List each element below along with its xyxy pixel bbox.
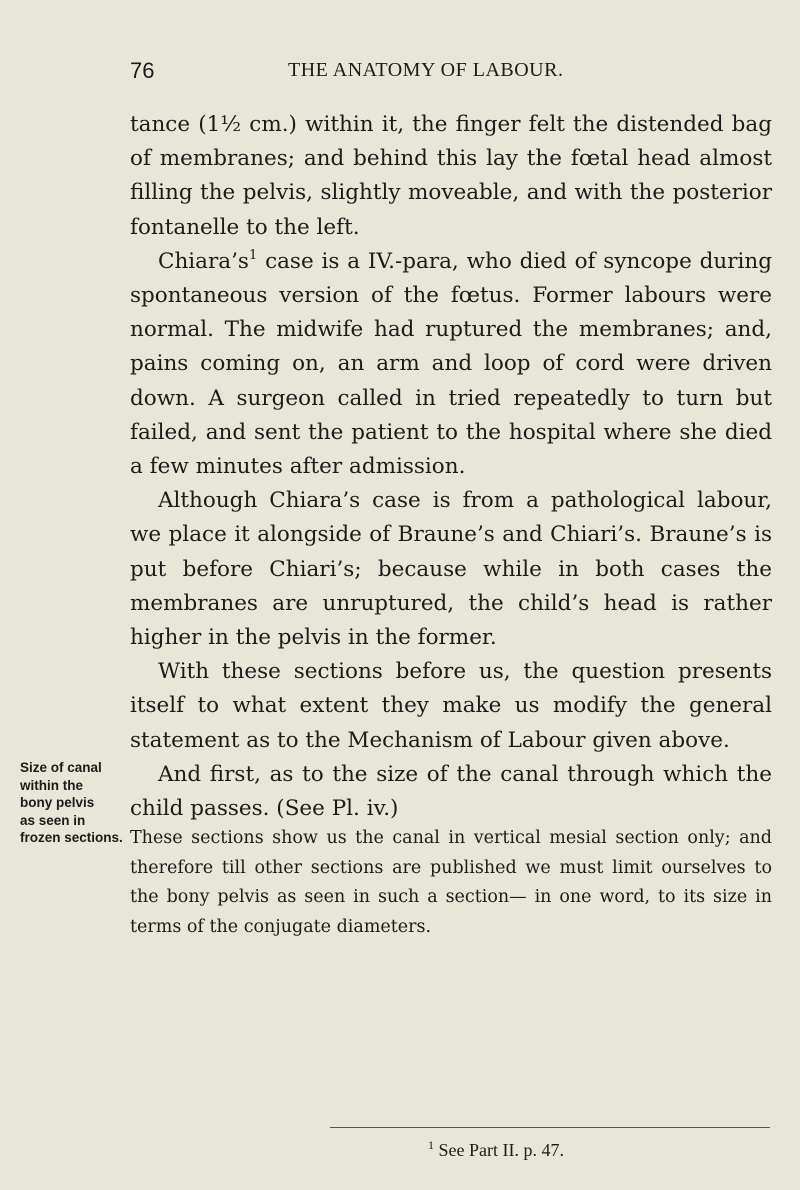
running-head <box>130 58 770 88</box>
small-print-paragraph <box>130 824 772 942</box>
marginal-note-line: Size of canal <box>20 760 102 775</box>
footnote-reference: 1 <box>248 247 258 263</box>
marginal-note <box>20 759 145 847</box>
marginal-note-line: as seen in <box>20 812 86 828</box>
paragraph-question: With these sections before us, the question presents itself to what extent they make us modify the general statement as to the Mechanism of Labour given above. <box>130 659 772 753</box>
running-title: THE ANATOMY OF LABOUR. <box>288 59 564 81</box>
page-number: 76 <box>130 58 155 83</box>
footnote <box>428 1140 564 1161</box>
footnote-text: See Part II. p. 47. <box>434 1140 564 1160</box>
paragraph-chiara-case <box>130 245 772 484</box>
main-text <box>130 108 772 826</box>
paragraph-continuation: tance (1½ cm.) within it, the finger felt the distended bag of membranes; and behind this lay the fœtal head almost filling the pelvis, slightly moveable, and with the posterior fontanelle to the left. <box>130 112 772 240</box>
marginal-note-line: within the <box>20 777 83 793</box>
paragraph-comparison: Although Chiara’s case is from a pathological labour, we place it alongside of Braune’s and Chiari’s. Braune’s is put before Chiari’s; because while in both cases the membranes are unruptured, the child’s head is rather higher in the pelvis in the former. <box>130 488 772 651</box>
footnote-divider <box>330 1127 770 1128</box>
paragraph-sections-note: These sections show us the canal in vertical mesial section only; and therefore till other sections are published we must limit ourselves to the bony pelvis as seen in such a section— in one word, to its size in terms of the conjugate diameters. <box>130 828 772 937</box>
marginal-note-line: frozen sections. <box>20 830 123 845</box>
marginal-note-line: bony pelvis <box>20 795 95 810</box>
paragraph-chiara-case-lead: Chiara’s <box>158 248 249 274</box>
paragraph-chiara-case-text: case is a IV.-para, who died of syncope during spontaneous version of the fœtus. Former labours were normal. The midwife had ruptured the membranes; and, pains coming on, an arm and loop of cord were driven down. A surgeon called in tried repeatedly to turn but failed, and sent the patient to the hospital where she died a few minutes after admission. <box>130 248 772 480</box>
paragraph-size-of-canal: And first, as to the size of the canal through which the child passes. (See Pl. iv.) <box>130 761 772 822</box>
footnote-mark: 1 <box>428 1138 434 1152</box>
